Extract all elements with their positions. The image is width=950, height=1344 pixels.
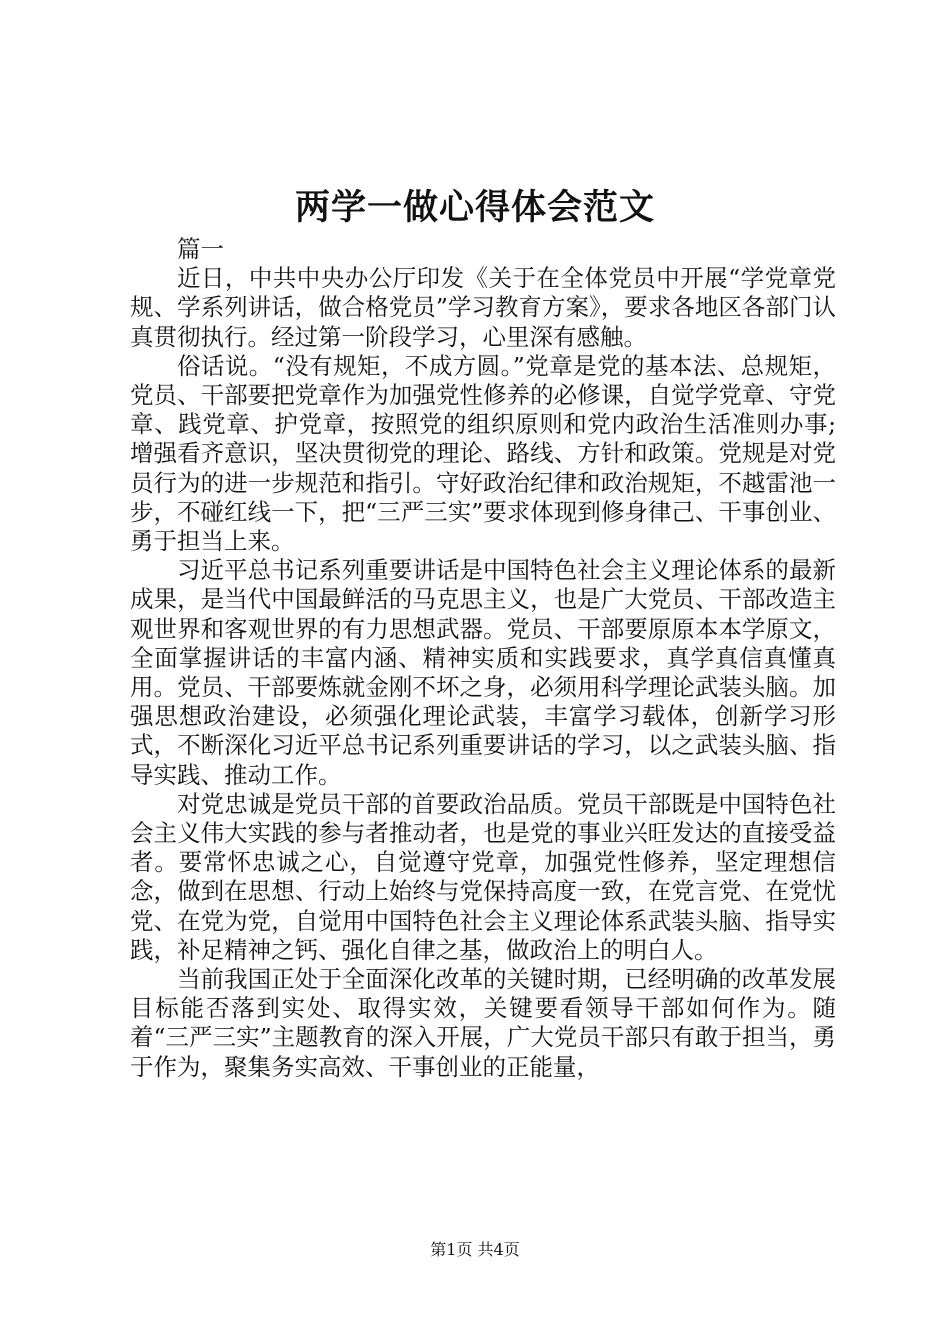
paragraph: 对党忠诚是党员干部的首要政治品质。党员干部既是中国特色社会主义伟大实践的参与者推动者，也是党的事业兴旺发达的直接受益者。要常怀忠诚之心，自觉遵守党章，加强党性修养，坚定理想信念，做到在思想、行动上始终与党保持高度一致，在党言党、在党忧党、在党为党，自觉用中国特色社会主义理论体系武装头脑、指导实践，补足精神之钙、强化自律之基，做政治上的明白人。 [130, 789, 836, 964]
section-heading: 篇一 [177, 235, 224, 263]
page-footer: 第1页 共4页 [430, 1240, 520, 1259]
paragraph: 近日，中共中央办公厅印发《关于在全体党员中开展“学党章党规、学系列讲话，做合格党员”学习教育方案》，要求各地区各部门认真贯彻执行。经过第一阶段学习，心里深有感触。 [130, 264, 836, 351]
paragraph: 俗话说。“没有规矩，不成方圆。”党章是党的基本法、总规矩，党员、干部要把党章作为加强党性修养的必修课，自觉学党章、守党章、践党章、护党章，按照党的组织原则和党内政治生活准则办事;增强看齐意识，坚决贯彻党的理论、路线、方针和政策。党规是对党员行为的进一步规范和指引。守好政治纪律和政治规矩，不越雷池一步，不碰红线一下，把“三严三实”要求体现到修身律己、干事创业、勇于担当上来。 [130, 351, 836, 556]
document-body [130, 235, 836, 1082]
paragraph: 习近平总书记系列重要讲话是中国特色社会主义理论体系的最新成果，是当代中国最鲜活的马克思主义，也是广大党员、干部改造主观世界和客观世界的有力思想武器。党员、干部要原原本本学原文，全面掌握讲话的丰富内涵、精神实质和实践要求，真学真信真懂真用。党员、干部要炼就金刚不坏之身，必须用科学理论武装头脑。加强思想政治建设，必须强化理论武装，丰富学习载体，创新学习形式，不断深化习近平总书记系列重要讲话的学习，以之武装头脑、指导实践、推动工作。 [130, 556, 836, 789]
document-title: 两学一做心得体会范文 [294, 187, 655, 228]
paragraph: 当前我国正处于全面深化改革的关键时期，已经明确的改革发展目标能否落到实处、取得实效，关键要看领导干部如何作为。随着“三严三实”主题教育的深入开展，广大党员干部只有敢于担当，勇于作为，聚集务实高效、干事创业的正能量， [130, 965, 836, 1081]
